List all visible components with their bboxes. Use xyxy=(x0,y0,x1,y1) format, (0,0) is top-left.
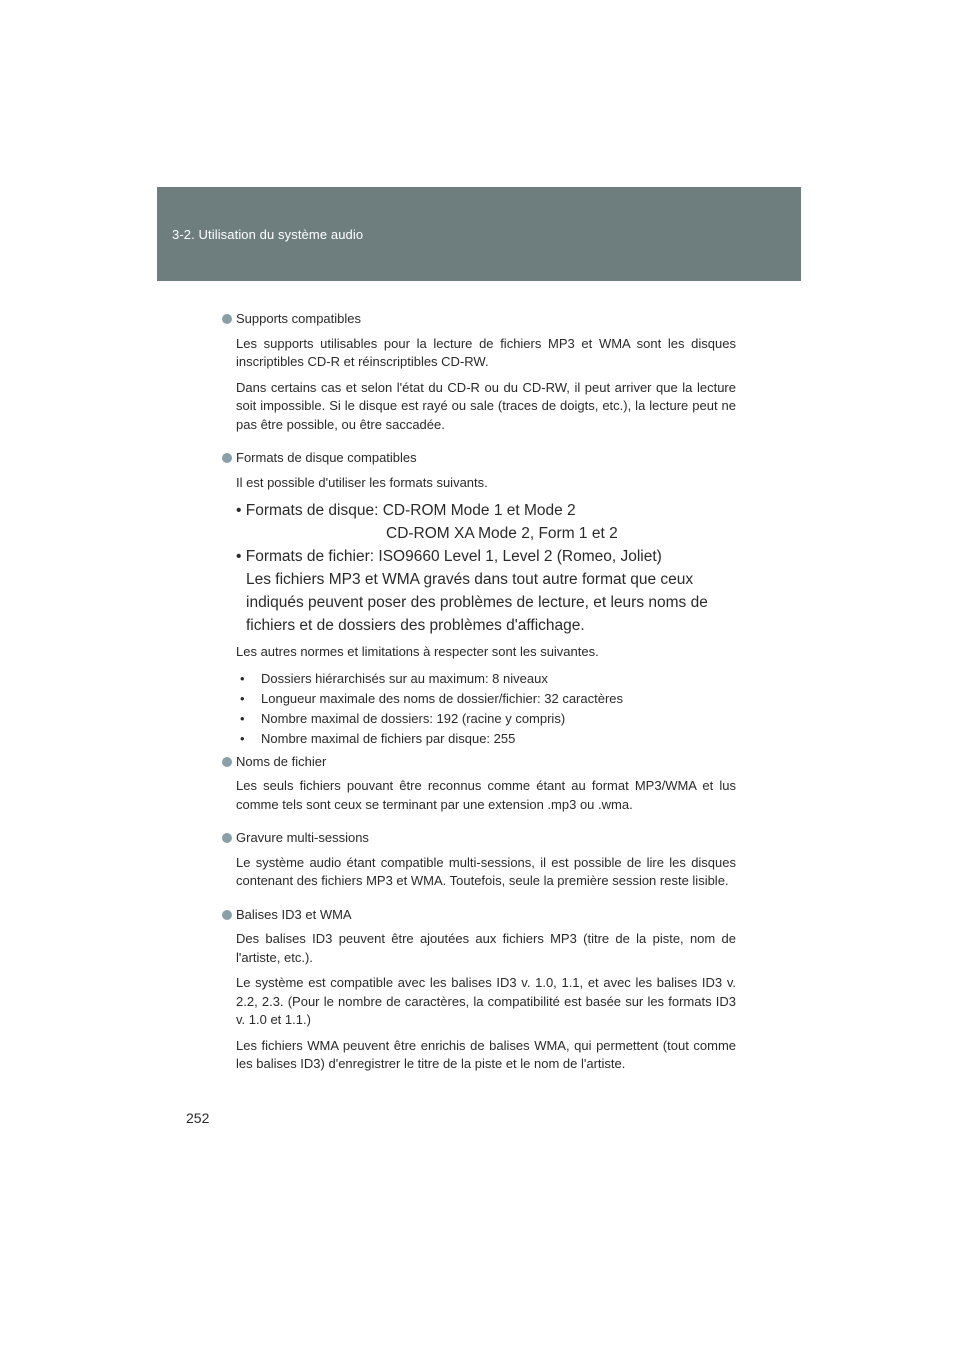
disc-formats xyxy=(222,499,736,637)
bullet-circle-icon xyxy=(222,314,232,324)
list-item: • Dossiers hiérarchisés sur au maximum: 8 niveaux xyxy=(236,669,736,689)
bullet-circle-icon xyxy=(222,757,232,767)
disc-formats-label: • Formats de disque: xyxy=(236,502,379,519)
list-item: • Nombre maximal de dossiers: 192 (racine y compris) xyxy=(236,709,736,729)
paragraph: Dans certains cas et selon l'état du CD-R ou du CD-RW, il peut arriver que la lecture soit impossible. Si le disque est rayé ou sale (traces de doigts, etc.), la lecture peut ne pas être possible, ou être saccadée. xyxy=(236,379,736,432)
paragraph: Le système audio étant compatible multi-sessions, il est possible de lire les disques contenant des fichiers MP3 et WMA. Toutefois, seule la première session reste lisible. xyxy=(236,854,736,888)
paragraph: Le système est compatible avec les balises ID3 v. 1.0, 1.1, et avec les balises ID3 v. 2.2, 2.3. (Pour le nombre de caractères, la compatibilité est basée sur les formats ID3 v. 1.0 et 1.1.) xyxy=(236,975,736,1027)
heading-multisession: Gravure multi-sessions xyxy=(222,829,736,848)
section-header-bar xyxy=(157,187,801,281)
limits-list xyxy=(222,669,736,749)
heading-supports: Supports compatibles xyxy=(222,310,736,329)
heading-formats: Formats de disque compatibles xyxy=(222,449,736,468)
paragraph: Les fichiers WMA peuvent être enrichis de balises WMA, qui permettent (tout comme les balises ID3) d'enregistrer le titre de la piste et le nom de l'artiste. xyxy=(236,1037,736,1071)
page-content xyxy=(222,310,736,1081)
heading-tags: Balises ID3 et WMA xyxy=(222,906,736,925)
paragraph: Il est possible d'utiliser les formats suivants. xyxy=(236,474,488,490)
paragraph: Les supports utilisables pour la lecture de fichiers MP3 et WMA sont les disques inscriptibles CD-R et réinscriptibles CD-RW. xyxy=(236,335,736,369)
bullet-circle-icon xyxy=(222,910,232,920)
section-title: 3-2. Utilisation du système audio xyxy=(172,227,364,242)
file-formats: • Formats de fichier: ISO9660 Level 1, Level 2 (Romeo, Joliet) xyxy=(236,548,662,565)
list-item: • Nombre maximal de fichiers par disque: 255 xyxy=(236,729,736,749)
file-formats-note: Les fichiers MP3 et WMA gravés dans tout autre format que ceux indiqués peuvent poser des problèmes de lecture, et leurs noms de fichiers et de dossiers des problèmes d'affichage. xyxy=(246,571,708,634)
paragraph: Les seuls fichiers pouvant être reconnus comme étant au format MP3/WMA et lus comme tels sont ceux se terminant par une extension .mp3 ou .wma. xyxy=(236,778,736,812)
paragraph: Des balises ID3 peuvent être ajoutées aux fichiers MP3 (titre de la piste, nom de l'artiste, etc.). xyxy=(236,931,736,965)
disc-formats-value: CD-ROM XA Mode 2, Form 1 et 2 xyxy=(386,525,618,542)
bullet-circle-icon xyxy=(222,833,232,843)
disc-formats-value: CD-ROM Mode 1 et Mode 2 xyxy=(382,502,576,519)
list-item: • Longueur maximale des noms de dossier/fichier: 32 caractères xyxy=(236,689,736,709)
heading-file-names: Noms de fichier xyxy=(222,753,736,772)
bullet-circle-icon xyxy=(222,453,232,463)
page-number: 252 xyxy=(186,1110,210,1126)
paragraph: Les autres normes et limitations à respecter sont les suivantes. xyxy=(236,644,599,659)
